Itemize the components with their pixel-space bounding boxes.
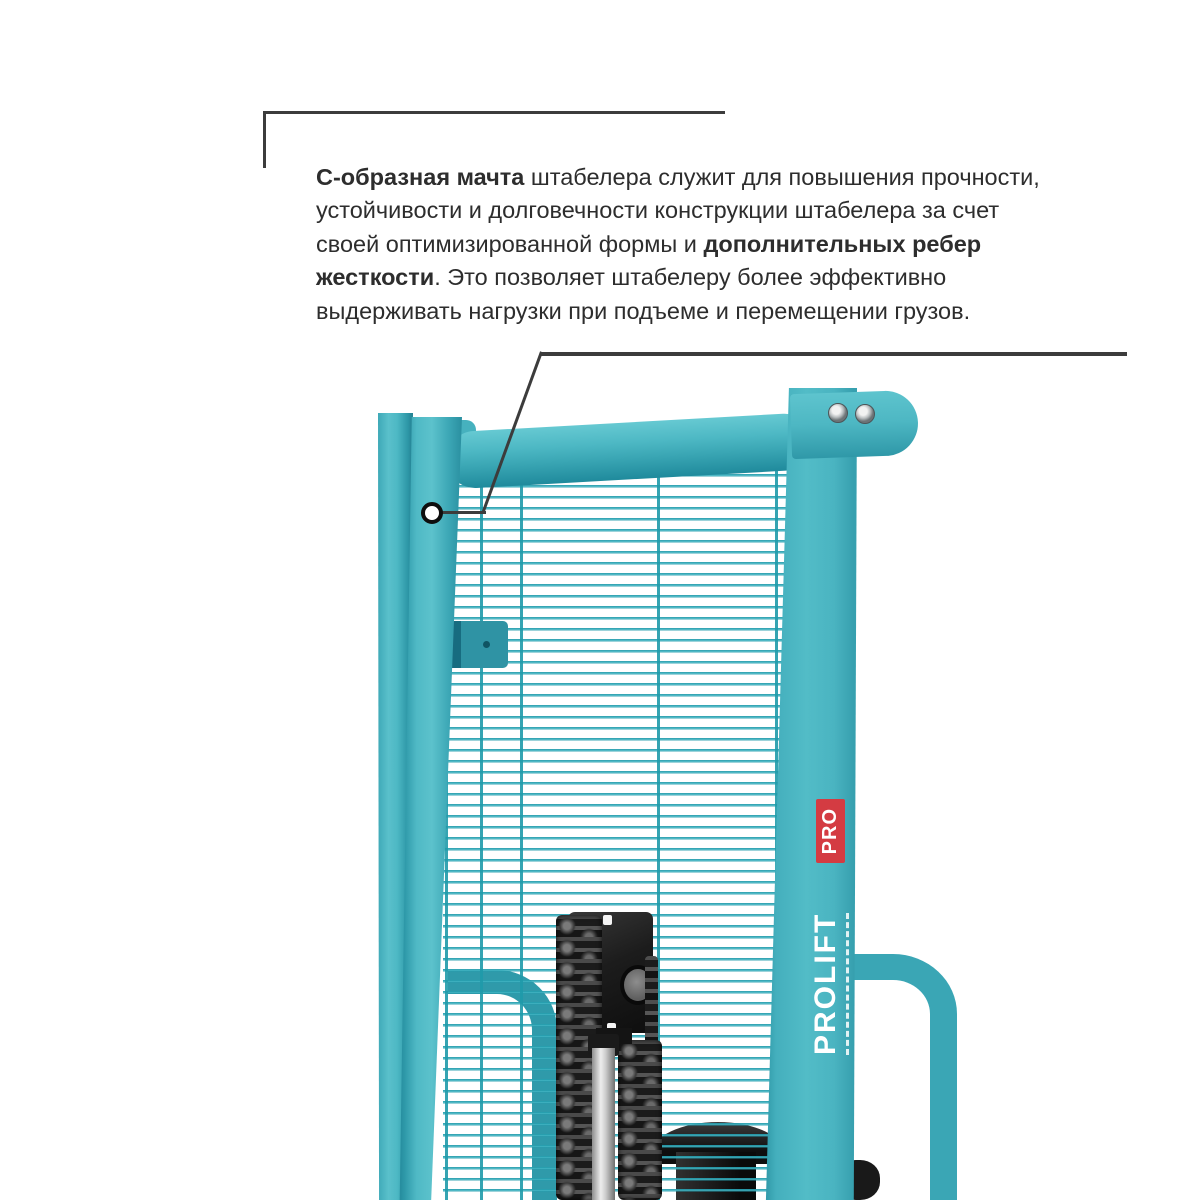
right-mast-top-bracket	[790, 390, 919, 459]
bolt	[828, 403, 848, 423]
annotation-line: С-образная мачта штабелера служит для повышения прочности,	[316, 164, 1040, 190]
pro-badge: PRO	[816, 799, 845, 863]
brand-text: PROLIFT	[811, 913, 849, 1055]
hydraulic-rod	[592, 1048, 615, 1200]
annotation-text	[316, 161, 1161, 328]
lift-chain-right-upper	[645, 956, 658, 1052]
callout-dot	[421, 502, 443, 524]
annotation-line: своей оптимизированной формы и дополнительных ребер	[316, 230, 982, 257]
mesh-guard	[443, 452, 788, 1200]
callout-line-connector	[440, 511, 486, 514]
brand-logo-row	[808, 793, 852, 1061]
annotation-line: устойчивости и долговечности конструкции штабелера за счет	[316, 197, 1000, 224]
annotation-line: выдерживать нагрузки при подъеме и перемещении грузов.	[316, 297, 971, 324]
mesh-vertical-wire	[520, 452, 523, 1200]
brand-logo	[808, 793, 852, 1061]
annotation-line: жесткости. Это позволяет штабелеру более эффективно	[316, 264, 947, 291]
mesh-vertical-wire	[480, 452, 483, 1200]
bolt	[855, 404, 875, 424]
annotation-bracket-vertical	[263, 111, 266, 168]
annotation-bracket-horizontal	[263, 111, 725, 114]
bracket-pin	[603, 915, 612, 925]
lift-chain-right	[618, 1040, 662, 1200]
mesh-bracket-bolt	[483, 641, 490, 648]
callout-line-horizontal	[541, 352, 1127, 356]
